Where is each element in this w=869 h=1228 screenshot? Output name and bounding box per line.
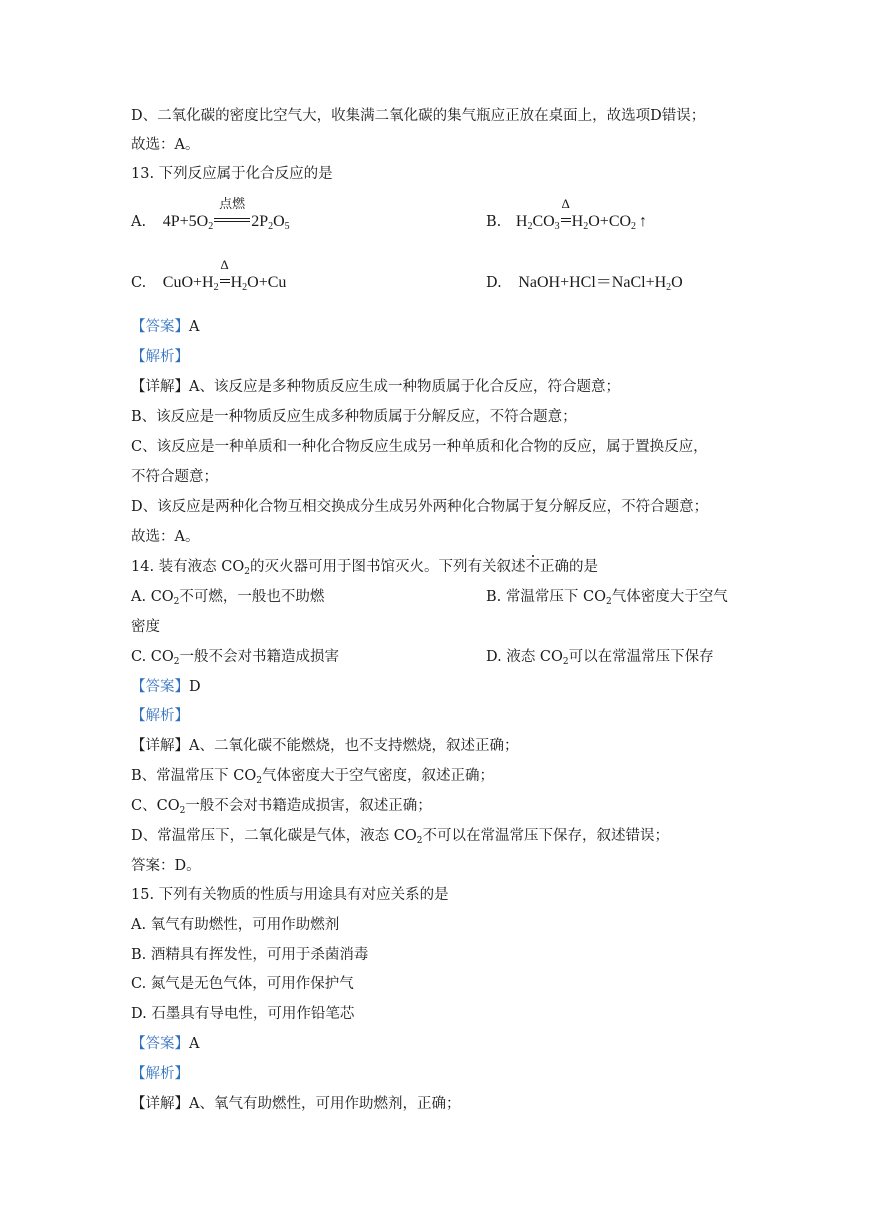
q13-option-a bbox=[131, 196, 290, 237]
q13-option-b bbox=[486, 196, 648, 237]
emphasis-mark: 不 bbox=[525, 559, 540, 575]
q14-detail-c: C、$CO_2$一般不会对书籍造成损害，叙述正确； bbox=[131, 798, 432, 816]
q14-stem: 14. 装有液态 $CO_2$的灭火器可用于图书馆灭火。下列有关叙述不正确的是 bbox=[131, 559, 598, 577]
q13-detail-d: D、该反应是两种化合物互相交换成分生成另外两种化合物属于复分解反应，不符合题意； bbox=[131, 499, 709, 515]
q13-choose: 故选：A。 bbox=[131, 529, 200, 545]
q13-detail-b: B、该反应是一种物质反应生成多种物质属于分解反应，不符合题意； bbox=[131, 409, 577, 425]
equation-a: $4P+5O_2$ 点燃 $2P_2O_5$ bbox=[162, 196, 290, 232]
option-label: D. bbox=[486, 275, 502, 291]
q15-detail-a: 【详解】A、氧气有助燃性，可用作助燃剂，正确； bbox=[131, 1096, 461, 1112]
q15-option-b: B. 酒精具有挥发性，可用于杀菌消毒 bbox=[131, 947, 369, 963]
q15-stem: 15. 下列有关物质的性质与用途具有对应关系的是 bbox=[131, 887, 449, 903]
q15-option-a: A. 氧气有助燃性，可用作助燃剂 bbox=[131, 917, 340, 933]
q15-option-c: C. 氮气是无色气体，可用作保护气 bbox=[131, 976, 354, 992]
q15-analysis-tag: 【解析】 bbox=[131, 1066, 189, 1082]
q15-option-d: D. 石墨具有导电性，可用作铅笔芯 bbox=[131, 1006, 355, 1022]
q13-stem: 13. 下列反应属于化合反应的是 bbox=[131, 166, 333, 182]
q14-detail-b: B、常温常压下 $CO_2$气体密度大于空气密度，叙述正确； bbox=[131, 768, 494, 786]
reaction-condition: Δ bbox=[219, 273, 231, 293]
option-label: B. bbox=[486, 214, 502, 230]
q13-answer: 【答案】A bbox=[131, 319, 200, 335]
q14-answer: 【答案】D bbox=[131, 679, 201, 695]
q12-choose: 故选：A。 bbox=[131, 137, 200, 153]
q14-option-b-wrap: 密度 bbox=[131, 619, 160, 635]
q13-option-d bbox=[486, 273, 683, 298]
q13-detail-a: 【详解】A、该反应是多种物质反应生成一种物质属于化合反应，符合题意； bbox=[131, 379, 620, 395]
q14-analysis-tag: 【解析】 bbox=[131, 708, 189, 724]
option-label: A. bbox=[131, 214, 147, 230]
q14-detail-a: 【详解】A、二氧化碳不能燃烧，也不支持燃烧，叙述正确； bbox=[131, 738, 519, 754]
q14-detail-d: D、常温常压下，二氧化碳是气体，液态 $CO_2$不可以在常温常压下保存，叙述错误； bbox=[131, 828, 669, 846]
gas-arrow-icon: ↑ bbox=[639, 213, 648, 230]
q13-analysis-tag: 【解析】 bbox=[131, 349, 189, 365]
answer-tag: 【答案】 bbox=[131, 679, 189, 695]
option-label: C. bbox=[131, 275, 147, 291]
answer-tag: 【答案】 bbox=[131, 319, 189, 335]
q15-answer: 【答案】A bbox=[131, 1036, 200, 1052]
q14-option-d: D. 液态 $CO_2$可以在常温常压下保存 bbox=[486, 649, 714, 667]
q13-detail-c-cont: 不符合题意； bbox=[131, 469, 218, 485]
equation-b: $H_2CO_3$ Δ $H_2O+CO_2$ ↑ bbox=[515, 196, 648, 232]
q14-option-a: A. $CO_2$不可燃，一般也不助燃 bbox=[131, 589, 325, 607]
equation-d: $NaOH+HCl=NaCl+H_2O$ bbox=[518, 274, 683, 293]
q14-option-b: B. 常温常压下 $CO_2$气体密度大于空气 bbox=[486, 589, 728, 607]
answer-tag: 【答案】 bbox=[131, 1036, 189, 1052]
q13-detail-c: C、该反应是一种单质和一种化合物反应生成另一种单质和化合物的反应，属于置换反应， bbox=[131, 439, 708, 455]
equation-c: $CuO+H_2$ Δ $H_2O+Cu$ bbox=[162, 257, 287, 293]
reaction-condition: Δ bbox=[560, 212, 572, 232]
q13-option-c bbox=[131, 257, 287, 298]
reaction-condition: 点燃 bbox=[213, 212, 251, 232]
q14-option-c: C. $CO_2$一般不会对书籍造成损害 bbox=[131, 649, 340, 667]
q14-choose: 答案：D。 bbox=[131, 858, 201, 874]
q12-option-d-explanation: D、二氧化碳的密度比空气大，收集满二氧化碳的集气瓶应正放在桌面上，故选项D错误； bbox=[131, 108, 706, 124]
